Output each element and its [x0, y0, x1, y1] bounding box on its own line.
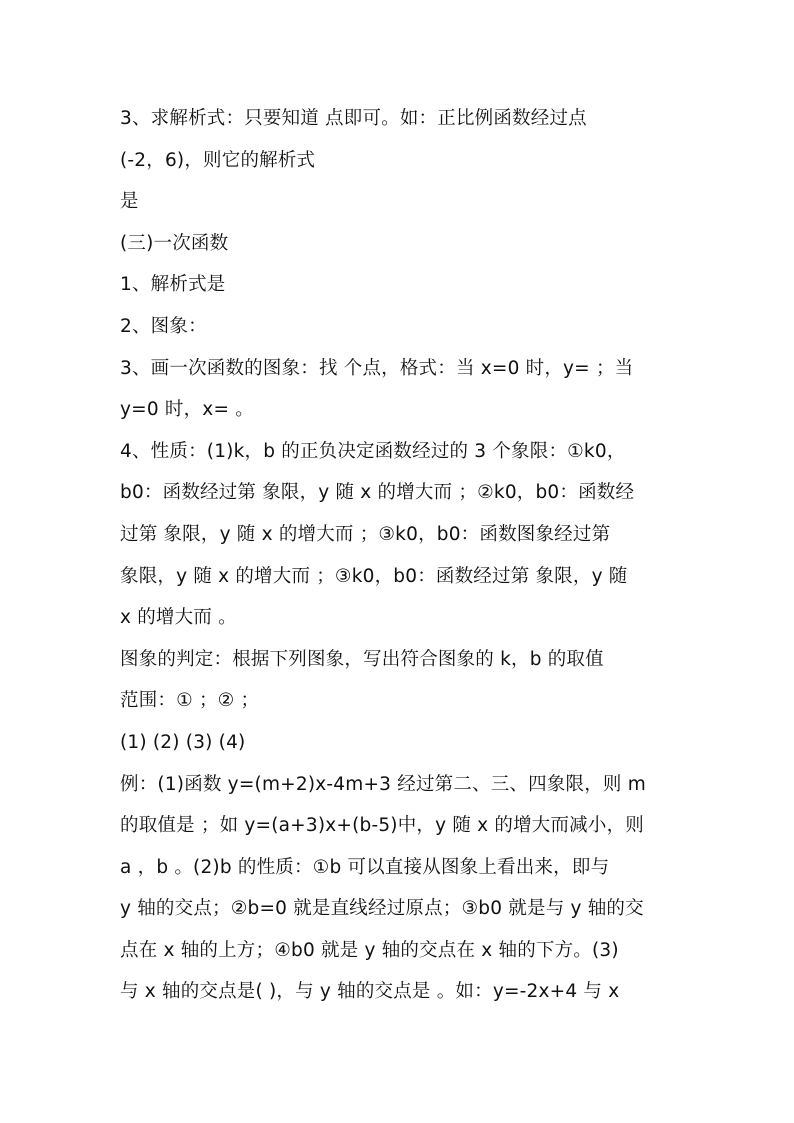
text-line: 过第 象限，y 随 x 的增大而 ；③k0，b0：函数图象经过第 [120, 523, 611, 545]
section-heading: (三)一次函数 [120, 232, 229, 254]
text-line: 象限，y 随 x 的增大而 ；③k0，b0：函数经过第 象限，y 随 [120, 565, 628, 587]
text-line: (1) (2) (3) (4) [120, 731, 246, 753]
text-line: 2、图象： [120, 315, 207, 337]
text-line: 4、性质：(1)k，b 的正负决定函数经过的 3 个象限：①k0， [120, 440, 626, 462]
text-line: x 的增大而 。 [120, 607, 237, 629]
text-line: y=0 时，x= 。 [120, 399, 254, 421]
text-line: 点在 x 轴的上方；④b0 就是 y 轴的交点在 x 轴的下方。(3) [120, 939, 619, 961]
text-line: 例：(1)函数 y=(m+2)x-4m+3 经过第二、三、四象限，则 m [120, 773, 646, 795]
text-line: 与 x 轴的交点是( )，与 y 轴的交点是 。如：y=-2x+4 与 x [120, 981, 620, 1003]
text-line: 范围：① ；② ； [120, 690, 260, 712]
text-line: 3、求解析式：只要知道 点即可。如：正比例函数经过点 [120, 108, 587, 129]
document-body [120, 98, 680, 1013]
text-line: a ，b 。(2)b 的性质：①b 可以直接从图象上看出来，即与 [120, 856, 610, 878]
text-line: (-2，6)，则它的解析式 [120, 149, 316, 171]
text-line: b0：函数经过第 象限，y 随 x 的增大而 ；②k0，b0：函数经 [120, 482, 635, 504]
text-line: 的取值是 ；如 y=(a+3)x+(b-5)中，y 随 x 的增大而减小，则 [120, 815, 644, 837]
text-line: 图象的判定：根据下列图象，写出符合图象的 k，b 的取值 [120, 648, 604, 670]
text-line: 1、解析式是 [120, 274, 226, 296]
text-line: y 轴的交点；②b=0 就是直线经过原点；③b0 就是与 y 轴的交 [120, 898, 644, 920]
text-line: 3、画一次函数的图象：找 个点，格式：当 x=0 时，y= ；当 [120, 357, 634, 379]
text-line: 是 [120, 191, 139, 213]
